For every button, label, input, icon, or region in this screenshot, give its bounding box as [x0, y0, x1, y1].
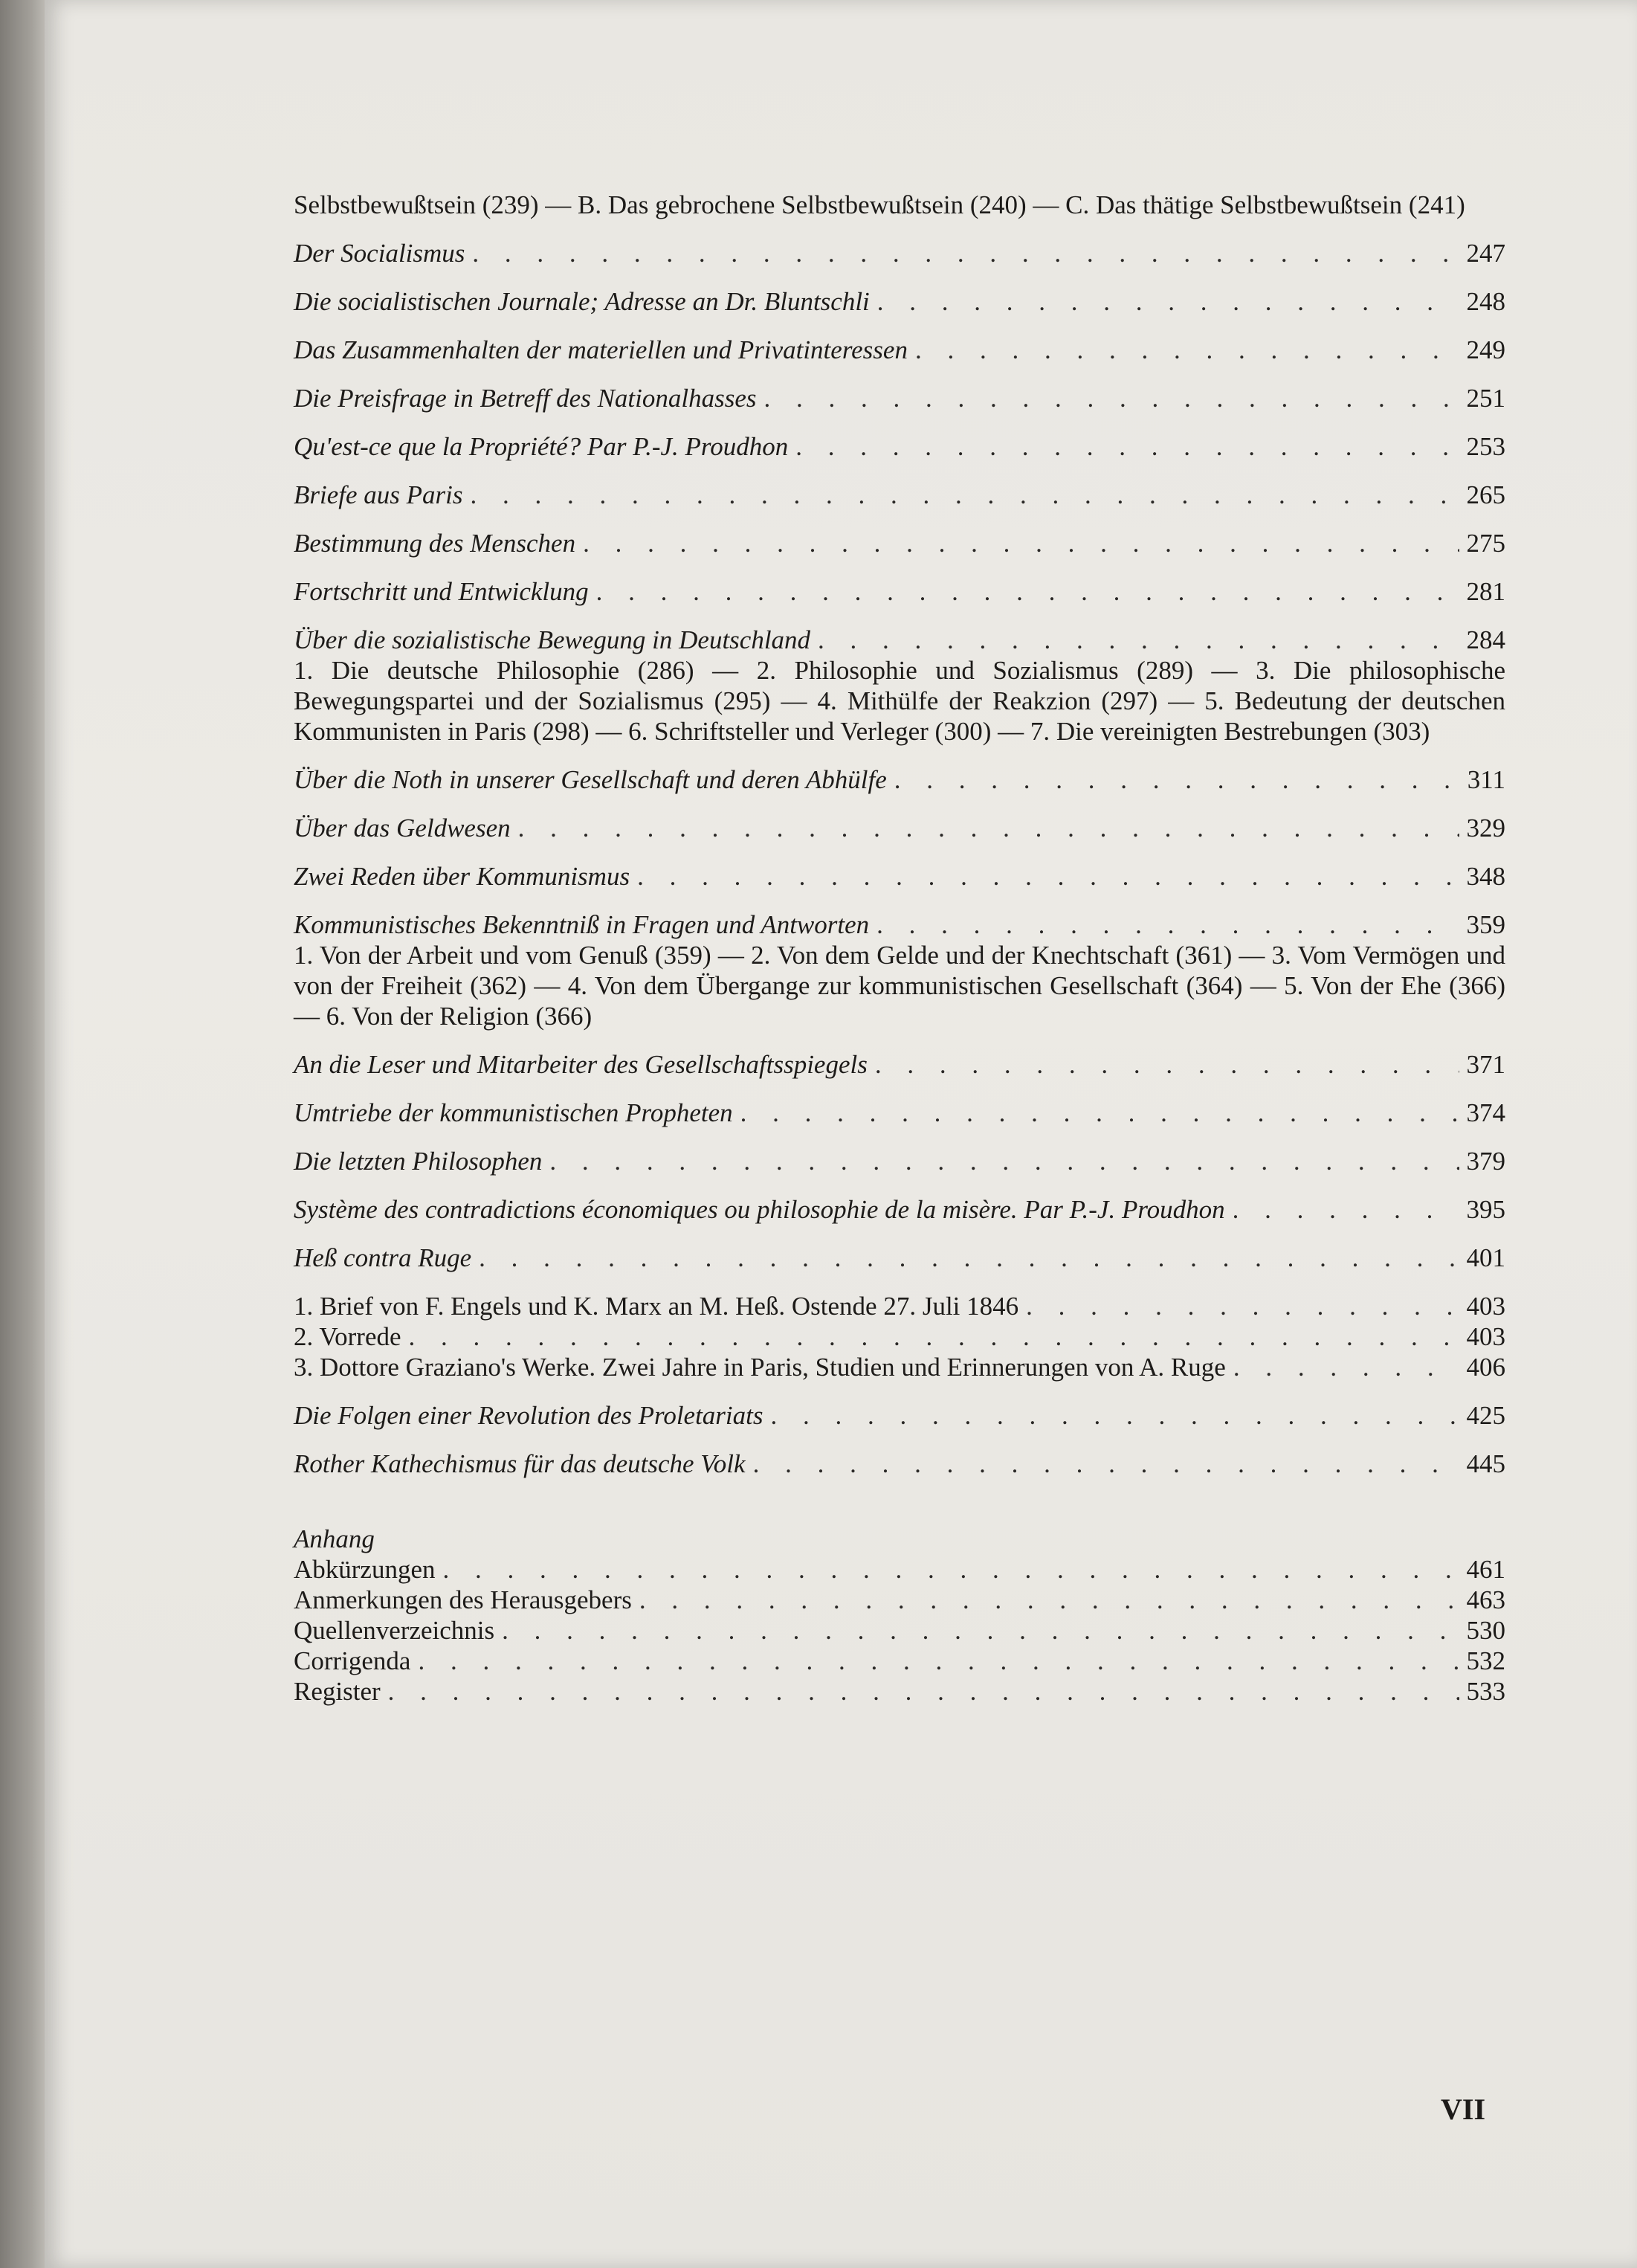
toc-title: Über die Noth in unserer Gesellschaft und deren Abhülfe [294, 765, 887, 794]
appendix-title: Abkürzungen [294, 1555, 436, 1584]
toc-title: Qu'est-ce que la Propriété? Par P.-J. Proudhon [294, 432, 789, 461]
toc-entry [294, 431, 1505, 462]
sub-page: 403 [1466, 1322, 1505, 1351]
appendix-page: 533 [1466, 1677, 1505, 1706]
appendix-entry [294, 1554, 1505, 1585]
toc-title: Das Zusammenhalten der materiellen und Privatinteressen [294, 335, 908, 364]
table-of-contents [294, 190, 1505, 1707]
toc-title: Fortschritt und Entwicklung [294, 577, 589, 606]
leader-dots [409, 1321, 1459, 1352]
toc-page: 379 [1466, 1147, 1505, 1176]
toc-entry [294, 238, 1505, 268]
leader-dots [771, 1400, 1459, 1431]
sub-page: 406 [1466, 1353, 1505, 1382]
toc-page: 395 [1466, 1195, 1505, 1224]
leader-dots [443, 1554, 1459, 1585]
toc-page: 275 [1466, 529, 1505, 558]
toc-title: Heß contra Ruge [294, 1243, 472, 1272]
leader-dots [894, 764, 1460, 795]
toc-entry [294, 861, 1505, 892]
toc-entry [294, 1098, 1505, 1128]
toc-entry [294, 909, 1505, 940]
leader-dots [388, 1676, 1459, 1707]
leader-dots [583, 528, 1459, 558]
toc-entry [294, 528, 1505, 558]
toc-page: 425 [1466, 1401, 1505, 1430]
leader-dots [876, 909, 1459, 940]
toc-page: 248 [1466, 287, 1505, 316]
toc-page: 329 [1466, 814, 1505, 843]
toc-page: 251 [1466, 384, 1505, 413]
sub-entry [294, 1352, 1505, 1382]
toc-entry [294, 1243, 1505, 1273]
toc-page: 374 [1466, 1098, 1505, 1127]
toc-page: 265 [1466, 480, 1505, 509]
appendix-title: Corrigenda [294, 1646, 411, 1675]
sub-title: 2. Vorrede [294, 1322, 401, 1351]
leader-dots [877, 286, 1459, 317]
appendix-page: 463 [1466, 1585, 1505, 1614]
leader-dots [518, 813, 1459, 843]
toc-title: Bestimmung des Menschen [294, 529, 576, 558]
toc-title: Die Preisfrage in Betreff des Nationalhasses [294, 384, 757, 413]
leader-dots [637, 861, 1459, 892]
leader-dots [1233, 1352, 1459, 1382]
appendix-title: Anmerkungen des Herausgebers [294, 1585, 632, 1614]
toc-page: 249 [1466, 335, 1505, 364]
page-number: VII [1441, 2093, 1486, 2126]
leader-dots [753, 1449, 1459, 1479]
toc-title: An die Leser und Mitarbeiter des Gesellschaftsspiegels [294, 1050, 868, 1079]
leader-dots [472, 238, 1459, 268]
toc-entry [294, 1146, 1505, 1176]
toc-page: 348 [1466, 862, 1505, 891]
toc-entry [294, 576, 1505, 607]
leader-dots [502, 1615, 1459, 1646]
toc-page: 445 [1466, 1449, 1505, 1478]
toc-title: Umtriebe der kommunistischen Propheten [294, 1098, 733, 1127]
toc-entry [294, 1049, 1505, 1080]
toc-title: Briefe aus Paris [294, 480, 463, 509]
entry-description: 1. Die deutsche Philosophie (286) — 2. Philosophie und Sozialismus (289) — 3. Die philosophische Bewegungspartei und der Sozialismus (295) — 4. Mithülfe der Reakzion (297) — 5. Bedeutung der deutschen Kommunisten in Paris (298) — 6. Schriftsteller und Verleger (300) — 7. Die vereinigten Bestrebungen (303) [294, 656, 1505, 746]
toc-entry [294, 335, 1505, 365]
leader-dots [470, 480, 1459, 510]
sub-entry [294, 1291, 1505, 1321]
leader-dots [763, 383, 1459, 413]
toc-page: 253 [1466, 432, 1505, 461]
toc-page: 311 [1467, 765, 1505, 794]
toc-entry [294, 1449, 1505, 1479]
sub-title: 1. Brief von F. Engels und K. Marx an M. Heß. Ostende 27. Juli 1846 [294, 1292, 1019, 1321]
leader-dots [418, 1646, 1459, 1676]
leader-dots [596, 576, 1459, 607]
leader-dots [915, 335, 1459, 365]
appendix-title: Quellenverzeichnis [294, 1616, 495, 1645]
leader-dots [639, 1585, 1459, 1615]
toc-page: 247 [1466, 239, 1505, 268]
leader-dots [549, 1146, 1459, 1176]
toc-title: Système des contradictions économiques ou philosophie de la misère. Par P.-J. Proudhon [294, 1195, 1225, 1224]
appendix-entry [294, 1615, 1505, 1646]
leader-dots [740, 1098, 1459, 1128]
intro-continuation: Selbstbewußtsein (239) — B. Das gebrochene Selbstbewußtsein (240) — C. Das thätige Selbstbewußtsein (241) [294, 190, 1465, 219]
appendix-page: 461 [1466, 1555, 1505, 1584]
leader-dots [1026, 1291, 1459, 1321]
sub-page: 403 [1466, 1292, 1505, 1321]
sub-entry [294, 1321, 1505, 1352]
appendix-entry [294, 1676, 1505, 1707]
appendix-page: 530 [1466, 1616, 1505, 1645]
toc-page: 401 [1466, 1243, 1505, 1272]
toc-entry [294, 764, 1505, 795]
entry-description: 1. Von der Arbeit und vom Genuß (359) — 2. Von dem Gelde und der Knechtschaft (361) — 3. Vom Vermögen und von der Freiheit (362) — 4. Von dem Übergange zur kommunistischen Gesellschaft (364) — 5. Von der Ehe (366) — 6. Von der Religion (366) [294, 941, 1505, 1031]
book-page [45, 0, 1637, 2268]
toc-title: Kommunistisches Bekenntniß in Fragen und Antworten [294, 910, 870, 939]
toc-title: Zwei Reden über Kommunismus [294, 862, 630, 891]
toc-entry [294, 286, 1505, 317]
appendix-entry [294, 1646, 1505, 1676]
toc-page: 359 [1466, 910, 1505, 939]
toc-title: Über das Geldwesen [294, 814, 511, 843]
toc-entry [294, 1400, 1505, 1431]
toc-title: Die letzten Philosophen [294, 1147, 543, 1176]
leader-dots [1233, 1194, 1459, 1225]
leader-dots [795, 431, 1459, 462]
toc-entry [294, 813, 1505, 843]
sub-title: 3. Dottore Graziano's Werke. Zwei Jahre in Paris, Studien und Erinnerungen von A. Ruge [294, 1353, 1226, 1382]
toc-title: Die socialistischen Journale; Adresse an Dr. Bluntschli [294, 287, 870, 316]
leader-dots [818, 625, 1459, 655]
toc-entry [294, 625, 1505, 655]
toc-entry [294, 480, 1505, 510]
appendix-heading: Anhang [294, 1524, 375, 1553]
toc-page: 371 [1466, 1050, 1505, 1079]
appendix-title: Register [294, 1677, 381, 1706]
leader-dots [875, 1049, 1459, 1080]
appendix-entry [294, 1585, 1505, 1615]
appendix-page: 532 [1466, 1646, 1505, 1675]
leader-dots [479, 1243, 1459, 1273]
toc-title: Rother Kathechismus für das deutsche Volk [294, 1449, 746, 1478]
toc-page: 281 [1466, 577, 1505, 606]
toc-entry [294, 383, 1505, 413]
toc-title: Die Folgen einer Revolution des Proletariats [294, 1401, 763, 1430]
toc-title: Der Socialismus [294, 239, 465, 268]
toc-title: Über die sozialistische Bewegung in Deutschland [294, 625, 811, 654]
toc-entry [294, 1194, 1505, 1225]
toc-page: 284 [1466, 625, 1505, 654]
